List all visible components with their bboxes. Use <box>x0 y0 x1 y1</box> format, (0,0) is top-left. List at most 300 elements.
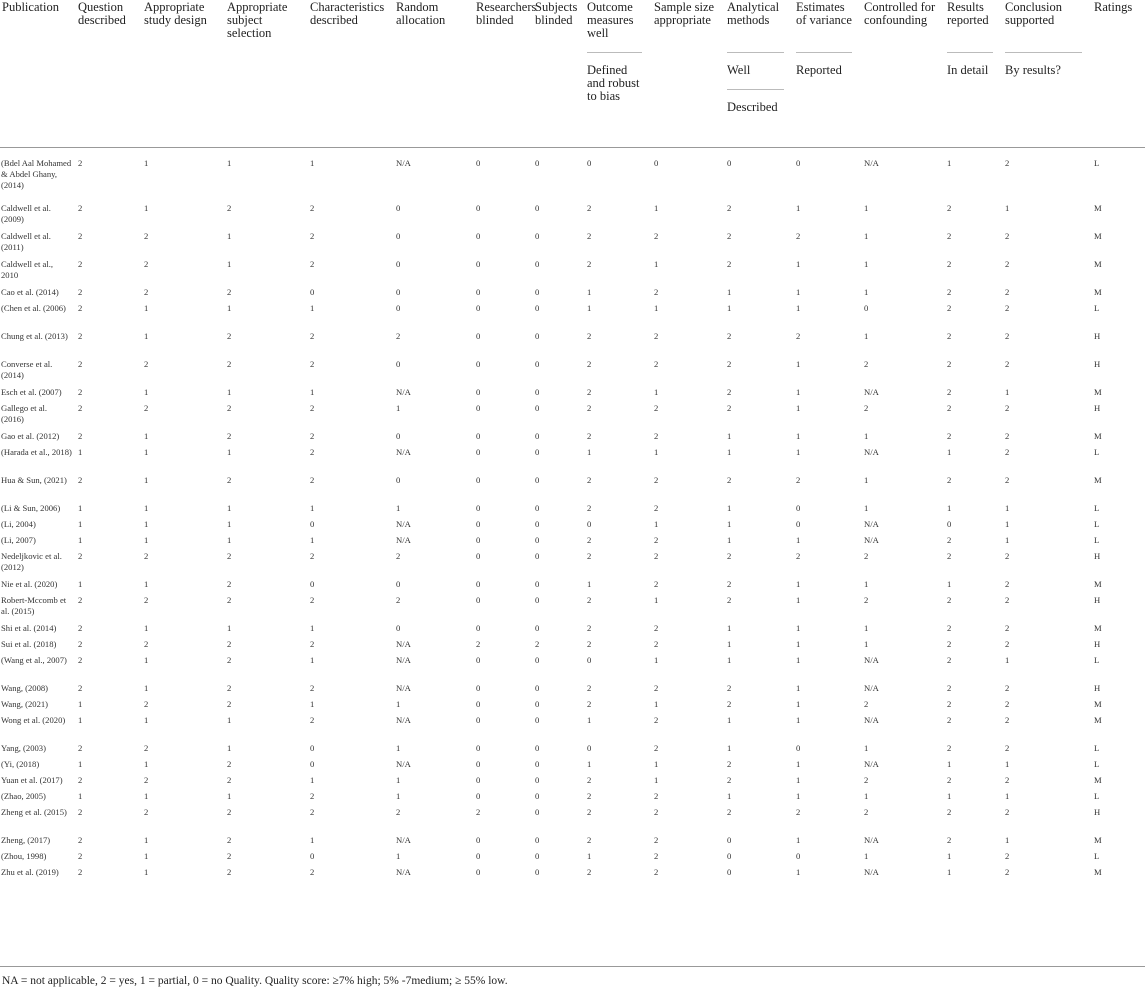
score-cell: 2 <box>796 230 801 241</box>
column-header <box>862 0 945 148</box>
publication-cell: Yuan et al. (2017) <box>1 774 63 785</box>
score-cell: 2 <box>144 742 149 753</box>
score-cell: 1 <box>864 230 869 241</box>
score-cell: 2 <box>1005 330 1010 341</box>
column-header-label: Results reported <box>947 0 989 27</box>
rating-cell: L <box>1094 790 1100 801</box>
publication-cell: Hua & Sun, (2021) <box>1 474 67 485</box>
score-cell: 2 <box>654 286 659 297</box>
score-cell: 0 <box>535 714 540 725</box>
score-cell: 2 <box>1005 230 1010 241</box>
score-cell: 0 <box>476 578 481 589</box>
score-cell: 2 <box>947 714 952 725</box>
score-cell: 2 <box>144 230 149 241</box>
score-cell: 0 <box>587 742 592 753</box>
publication-cell: Caldwell et al., 2010 <box>1 258 54 280</box>
publication-cell: (Chen et al. (2006) <box>1 302 66 313</box>
score-cell: 0 <box>535 654 540 665</box>
column-header-label: Researchers blinded <box>476 0 537 27</box>
score-cell: 0 <box>535 518 540 529</box>
score-cell: 1 <box>78 534 83 545</box>
score-cell: 2 <box>78 806 83 817</box>
score-cell: N/A <box>864 158 879 168</box>
score-cell: 1 <box>144 446 149 457</box>
score-cell: 1 <box>864 638 869 649</box>
score-cell: 2 <box>1005 402 1010 413</box>
score-cell: 0 <box>727 834 732 845</box>
score-cell: 0 <box>476 386 481 397</box>
rating-cell: M <box>1094 230 1102 241</box>
score-cell: 0 <box>796 158 801 168</box>
score-cell: 2 <box>310 202 315 213</box>
score-cell: 2 <box>947 698 952 709</box>
publication-cell: (Li, 2007) <box>1 534 36 545</box>
score-cell: 2 <box>476 806 481 817</box>
publication-cell: Cao et al. (2014) <box>1 286 59 297</box>
score-cell: 2 <box>78 866 83 877</box>
score-cell: 1 <box>310 158 315 168</box>
score-cell: 2 <box>587 866 592 877</box>
rating-cell: L <box>1094 654 1100 665</box>
score-cell: 2 <box>1005 866 1010 877</box>
score-cell: 1 <box>654 446 659 457</box>
score-cell: 1 <box>144 386 149 397</box>
score-cell: 0 <box>796 502 801 513</box>
score-cell: 2 <box>1005 578 1010 589</box>
score-cell: 2 <box>78 430 83 441</box>
column-header-label: Appropriate subject selection <box>227 0 288 40</box>
score-cell: 0 <box>476 834 481 845</box>
score-cell: 1 <box>796 430 801 441</box>
score-cell: N/A <box>396 518 411 529</box>
score-cell: 0 <box>727 850 732 861</box>
score-cell: 2 <box>947 202 952 213</box>
column-header <box>585 0 652 148</box>
score-cell: 0 <box>535 698 540 709</box>
score-cell: 1 <box>727 742 732 753</box>
score-cell: 0 <box>476 534 481 545</box>
score-cell: 1 <box>396 698 401 709</box>
column-header <box>945 0 1003 148</box>
score-cell: 2 <box>1005 594 1010 605</box>
score-cell: 2 <box>587 806 592 817</box>
column-header-label: Analytical methods <box>727 0 780 27</box>
score-cell: 1 <box>396 502 401 513</box>
publication-cell: (Li & Sun, 2006) <box>1 502 61 513</box>
table-row <box>0 259 1145 287</box>
rating-cell: M <box>1094 430 1102 441</box>
table-row <box>0 287 1145 303</box>
score-cell: 0 <box>476 358 481 369</box>
score-cell: 2 <box>947 834 952 845</box>
score-cell: 1 <box>396 790 401 801</box>
rating-cell: H <box>1094 594 1101 605</box>
score-cell: 0 <box>476 502 481 513</box>
score-cell: 1 <box>727 502 732 513</box>
score-cell: 2 <box>144 286 149 297</box>
score-cell: 2 <box>396 806 401 817</box>
score-cell: 0 <box>796 850 801 861</box>
score-cell: 2 <box>654 850 659 861</box>
score-cell: 2 <box>144 698 149 709</box>
score-cell: 2 <box>587 386 592 397</box>
score-cell: 2 <box>1005 430 1010 441</box>
table-row <box>0 595 1145 623</box>
score-cell: 2 <box>587 790 592 801</box>
score-cell: 2 <box>727 758 732 769</box>
table-row <box>0 791 1145 807</box>
rating-cell: M <box>1094 474 1102 485</box>
score-cell: 2 <box>227 578 232 589</box>
table-row <box>0 851 1145 867</box>
score-cell: 2 <box>310 430 315 441</box>
column-header-sublabel: Described <box>727 89 784 114</box>
score-cell: 0 <box>535 202 540 213</box>
score-cell: 1 <box>396 742 401 753</box>
score-cell: 2 <box>78 302 83 313</box>
score-cell: 2 <box>310 790 315 801</box>
score-cell: 2 <box>144 550 149 561</box>
score-cell: 2 <box>310 714 315 725</box>
score-cell: 2 <box>864 358 869 369</box>
score-cell: 2 <box>78 330 83 341</box>
score-cell: 0 <box>476 286 481 297</box>
score-cell: 1 <box>396 774 401 785</box>
score-cell: 0 <box>535 358 540 369</box>
score-cell: 2 <box>864 594 869 605</box>
score-cell: 2 <box>310 866 315 877</box>
score-cell: 2 <box>654 430 659 441</box>
score-cell: 1 <box>227 518 232 529</box>
score-cell: 1 <box>796 654 801 665</box>
table-row <box>0 715 1145 743</box>
table-row <box>0 519 1145 535</box>
score-cell: 2 <box>310 358 315 369</box>
score-cell: 2 <box>78 202 83 213</box>
score-cell: 1 <box>78 698 83 709</box>
score-cell: 1 <box>310 386 315 397</box>
score-cell: 0 <box>535 742 540 753</box>
score-cell: 1 <box>310 834 315 845</box>
score-cell: 2 <box>947 550 952 561</box>
rating-cell: M <box>1094 866 1102 877</box>
rating-cell: H <box>1094 330 1101 341</box>
rating-cell: M <box>1094 774 1102 785</box>
score-cell: N/A <box>864 446 879 457</box>
table-row <box>0 807 1145 835</box>
score-cell: 2 <box>1005 550 1010 561</box>
score-cell: 2 <box>727 578 732 589</box>
column-header <box>533 0 585 148</box>
table-row <box>0 867 1145 883</box>
score-cell: 2 <box>947 682 952 693</box>
score-cell: 0 <box>396 622 401 633</box>
score-cell: 1 <box>864 850 869 861</box>
score-cell: 0 <box>796 518 801 529</box>
score-cell: 2 <box>947 230 952 241</box>
score-cell: 0 <box>535 550 540 561</box>
score-cell: 2 <box>227 850 232 861</box>
score-cell: 2 <box>947 534 952 545</box>
score-cell: 0 <box>476 850 481 861</box>
score-cell: 1 <box>727 534 732 545</box>
score-cell: 2 <box>864 698 869 709</box>
score-cell: 2 <box>587 430 592 441</box>
score-cell: 2 <box>654 402 659 413</box>
score-cell: 2 <box>947 358 952 369</box>
score-cell: 1 <box>796 774 801 785</box>
score-cell: 2 <box>654 230 659 241</box>
score-cell: 2 <box>947 386 952 397</box>
column-header-sublabel: In detail <box>947 52 993 77</box>
publication-cell: Yang, (2003) <box>1 742 46 753</box>
rating-cell: L <box>1094 742 1100 753</box>
score-cell: 2 <box>227 654 232 665</box>
score-cell: 1 <box>587 578 592 589</box>
score-cell: 2 <box>535 638 540 649</box>
publication-cell: (Wang et al., 2007) <box>1 654 67 665</box>
score-cell: 2 <box>1005 358 1010 369</box>
score-cell: 2 <box>796 550 801 561</box>
table-row <box>0 431 1145 447</box>
score-cell: 1 <box>796 358 801 369</box>
score-cell: 2 <box>78 230 83 241</box>
score-cell: 0 <box>476 654 481 665</box>
score-cell: 1 <box>654 758 659 769</box>
score-cell: 2 <box>227 758 232 769</box>
score-cell: 2 <box>587 358 592 369</box>
header-row <box>0 0 1145 148</box>
score-cell: 0 <box>476 698 481 709</box>
rating-cell: L <box>1094 758 1100 769</box>
score-cell: 2 <box>1005 698 1010 709</box>
score-cell: 2 <box>227 774 232 785</box>
column-header-label: Subjects blinded <box>535 0 578 27</box>
score-cell: 1 <box>947 866 952 877</box>
rating-cell: H <box>1094 682 1101 693</box>
column-header-sublabel: Well <box>727 52 784 77</box>
score-cell: 2 <box>727 550 732 561</box>
score-cell: 1 <box>310 534 315 545</box>
score-cell: 1 <box>864 622 869 633</box>
score-cell: 1 <box>947 850 952 861</box>
rating-cell: M <box>1094 202 1102 213</box>
score-cell: 1 <box>78 502 83 513</box>
score-cell: 1 <box>144 302 149 313</box>
score-cell: 2 <box>227 402 232 413</box>
score-cell: 1 <box>144 474 149 485</box>
publication-cell: (Harada et al., 2018) <box>1 446 72 457</box>
score-cell: 1 <box>947 790 952 801</box>
score-cell: 0 <box>476 330 481 341</box>
score-cell: 0 <box>476 202 481 213</box>
score-cell: 2 <box>227 358 232 369</box>
score-cell: 2 <box>227 430 232 441</box>
score-cell: 2 <box>78 638 83 649</box>
publication-cell: Esch et al. (2007) <box>1 386 62 397</box>
score-cell: 1 <box>947 446 952 457</box>
score-cell: 0 <box>535 230 540 241</box>
score-cell: 1 <box>1005 834 1010 845</box>
score-cell: 2 <box>310 550 315 561</box>
score-cell: N/A <box>864 534 879 545</box>
score-cell: N/A <box>396 866 411 877</box>
column-header-label: Outcome measures well <box>587 0 634 40</box>
score-cell: 0 <box>535 158 540 168</box>
score-cell: 0 <box>476 714 481 725</box>
table-row <box>0 835 1145 851</box>
score-cell: 2 <box>1005 774 1010 785</box>
score-cell: 0 <box>476 430 481 441</box>
score-cell: 0 <box>535 386 540 397</box>
table-row <box>0 655 1145 683</box>
score-cell: 2 <box>310 638 315 649</box>
score-cell: 0 <box>947 518 952 529</box>
score-cell: 2 <box>310 806 315 817</box>
score-cell: 2 <box>227 638 232 649</box>
score-cell: 2 <box>78 594 83 605</box>
score-cell: 1 <box>144 202 149 213</box>
publication-cell: Zheng et al. (2015) <box>1 806 67 817</box>
score-cell: 1 <box>227 714 232 725</box>
score-cell: 2 <box>864 806 869 817</box>
publication-cell: Nie et al. (2020) <box>1 578 58 589</box>
score-cell: 0 <box>476 682 481 693</box>
score-cell: 2 <box>227 330 232 341</box>
score-cell: 1 <box>227 230 232 241</box>
score-cell: 0 <box>476 302 481 313</box>
rating-cell: L <box>1094 850 1100 861</box>
score-cell: 1 <box>796 202 801 213</box>
score-cell: 0 <box>476 742 481 753</box>
publication-cell: Sui et al. (2018) <box>1 638 57 649</box>
score-cell: 1 <box>227 790 232 801</box>
rating-cell: M <box>1094 258 1102 269</box>
score-cell: 1 <box>396 402 401 413</box>
score-cell: 1 <box>587 286 592 297</box>
score-cell: 1 <box>654 654 659 665</box>
score-cell: 1 <box>1005 534 1010 545</box>
score-cell: 0 <box>587 158 592 168</box>
score-cell: 0 <box>727 866 732 877</box>
score-cell: N/A <box>864 714 879 725</box>
score-cell: 2 <box>654 834 659 845</box>
column-header-sublabel: Defined and robust to bias <box>587 52 642 103</box>
score-cell: 2 <box>587 502 592 513</box>
publication-cell: Robert-Mccomb et al. (2015) <box>1 594 67 616</box>
rating-cell: M <box>1094 286 1102 297</box>
rating-cell: L <box>1094 518 1100 529</box>
score-cell: 2 <box>947 430 952 441</box>
score-cell: 2 <box>144 594 149 605</box>
score-cell: 1 <box>654 302 659 313</box>
table-row <box>0 743 1145 759</box>
score-cell: 0 <box>396 258 401 269</box>
score-cell: 2 <box>1005 742 1010 753</box>
score-cell: N/A <box>396 534 411 545</box>
rating-cell: L <box>1094 302 1100 313</box>
column-header <box>1092 0 1145 148</box>
score-cell: 2 <box>654 806 659 817</box>
score-cell: 0 <box>535 578 540 589</box>
score-cell: 1 <box>727 286 732 297</box>
score-cell: 1 <box>144 430 149 441</box>
column-header-label: Ratings <box>1094 0 1133 14</box>
score-cell: 1 <box>1005 386 1010 397</box>
publication-cell: (Zhou, 1998) <box>1 850 47 861</box>
score-cell: 1 <box>727 638 732 649</box>
column-header-label: Sample size appropriate <box>654 0 715 27</box>
score-cell: 2 <box>654 714 659 725</box>
score-cell: 1 <box>310 622 315 633</box>
score-cell: 0 <box>476 158 481 168</box>
score-cell: 2 <box>947 742 952 753</box>
score-cell: 0 <box>535 446 540 457</box>
score-cell: 2 <box>587 534 592 545</box>
score-cell: 2 <box>1005 258 1010 269</box>
score-cell: 2 <box>310 402 315 413</box>
score-cell: N/A <box>396 638 411 649</box>
score-cell: 0 <box>310 286 315 297</box>
score-cell: 2 <box>1005 806 1010 817</box>
score-cell: 2 <box>227 834 232 845</box>
score-cell: 1 <box>727 790 732 801</box>
score-cell: 0 <box>535 622 540 633</box>
score-cell: 1 <box>727 714 732 725</box>
score-cell: 0 <box>535 502 540 513</box>
score-cell: 2 <box>227 550 232 561</box>
score-cell: 2 <box>310 446 315 457</box>
publication-cell: (Li, 2004) <box>1 518 36 529</box>
publication-cell: (Yi, (2018) <box>1 758 40 769</box>
score-cell: 1 <box>1005 502 1010 513</box>
rating-cell: M <box>1094 834 1102 845</box>
table-row <box>0 387 1145 403</box>
score-cell: 2 <box>1005 286 1010 297</box>
column-header <box>652 0 725 148</box>
score-cell: 1 <box>654 258 659 269</box>
score-cell: 1 <box>654 594 659 605</box>
score-cell: 2 <box>727 258 732 269</box>
score-cell: 0 <box>535 402 540 413</box>
score-cell: 2 <box>1005 474 1010 485</box>
score-cell: 1 <box>727 518 732 529</box>
score-cell: 2 <box>947 654 952 665</box>
score-cell: 2 <box>654 534 659 545</box>
score-cell: 0 <box>535 834 540 845</box>
score-cell: 2 <box>587 774 592 785</box>
score-cell: 1 <box>796 638 801 649</box>
column-header <box>76 0 142 148</box>
score-cell: 1 <box>947 758 952 769</box>
score-cell: 2 <box>654 742 659 753</box>
score-cell: 2 <box>227 698 232 709</box>
score-cell: 1 <box>796 534 801 545</box>
score-cell: 2 <box>476 638 481 649</box>
score-cell: 2 <box>144 774 149 785</box>
score-cell: 0 <box>535 850 540 861</box>
score-cell: 2 <box>727 698 732 709</box>
score-cell: 2 <box>947 258 952 269</box>
score-cell: 1 <box>144 866 149 877</box>
score-cell: 0 <box>476 622 481 633</box>
column-header-label: Publication <box>2 0 59 14</box>
score-cell: 1 <box>227 446 232 457</box>
score-cell: 0 <box>535 430 540 441</box>
column-header <box>308 0 394 148</box>
score-cell: 0 <box>535 790 540 801</box>
score-cell: 1 <box>310 302 315 313</box>
